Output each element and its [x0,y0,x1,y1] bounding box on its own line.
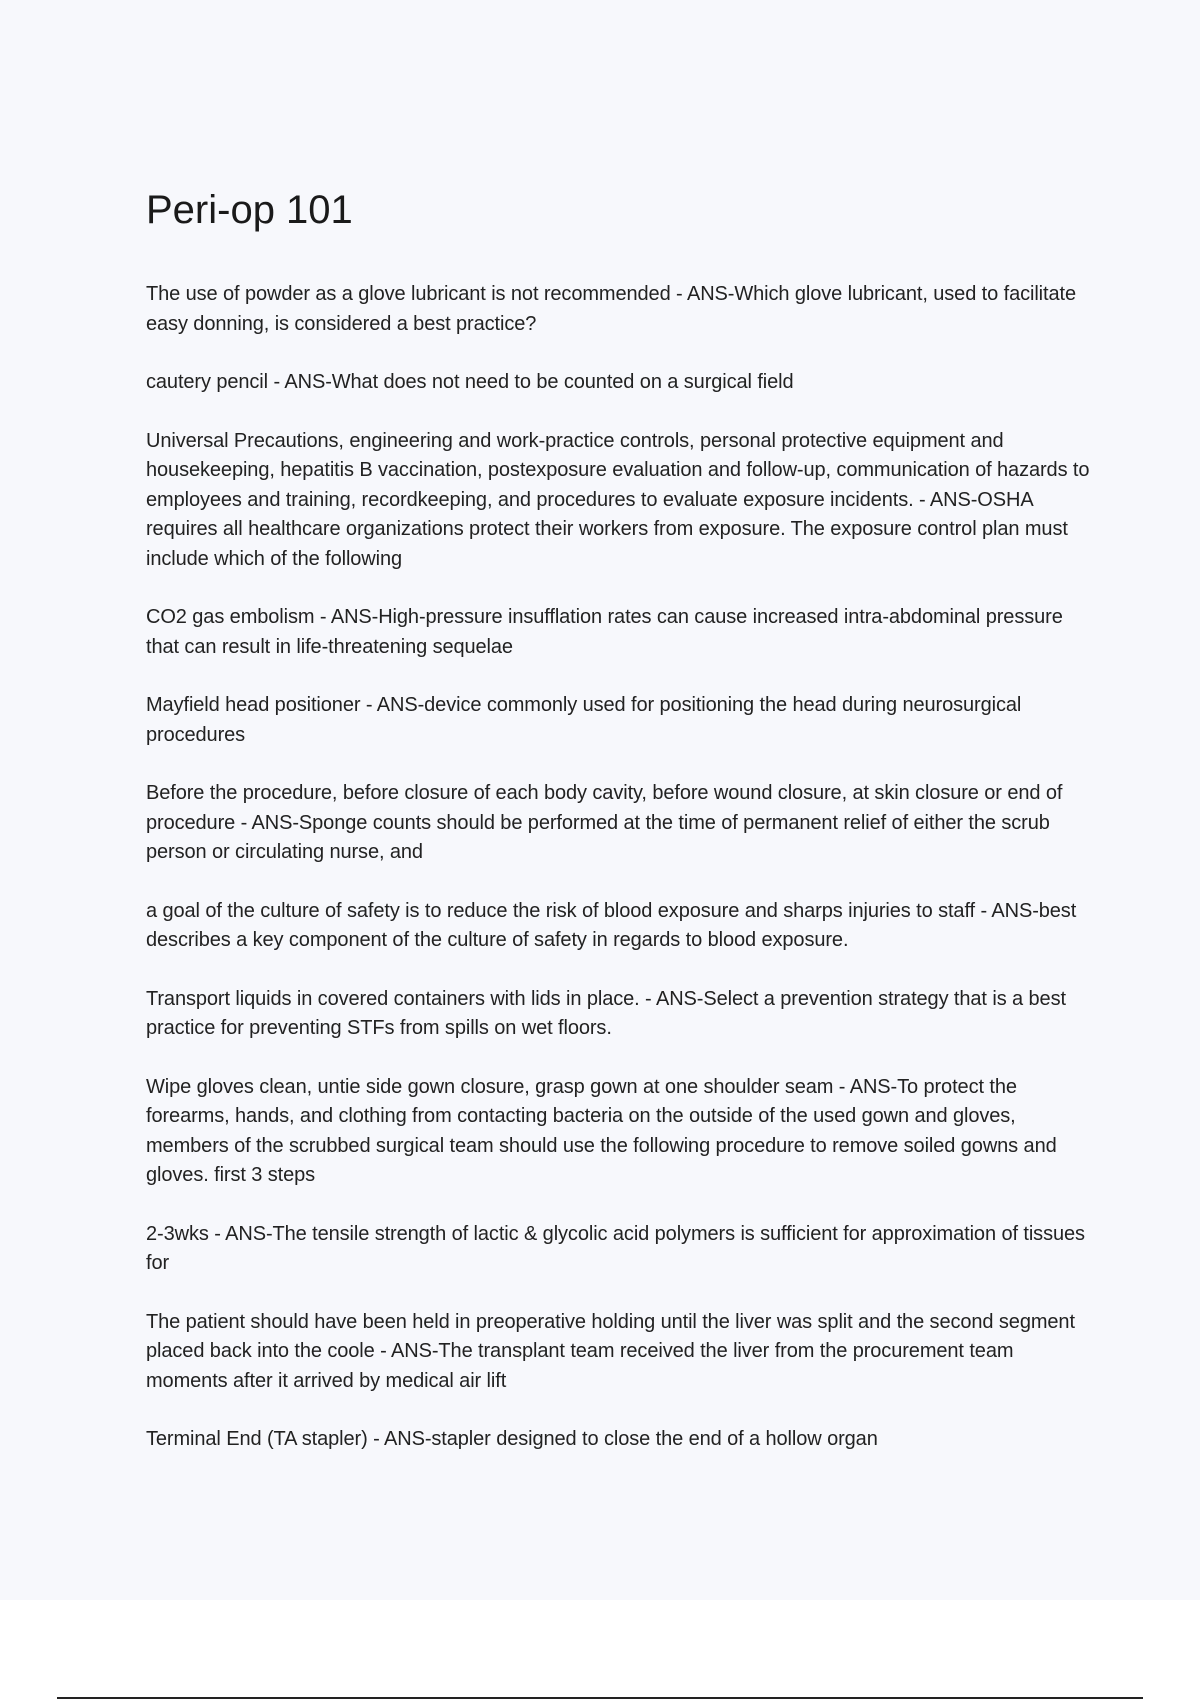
qa-entry-12: Terminal End (TA stapler) - ANS-stapler designed to close the end of a hollow organ [146,1428,878,1450]
qa-entry-1: The use of powder as a glove lubricant is not recommended - ANS-Which glove lubricant, used to facilitate easy donning, is considered a best practice? [146,283,1076,335]
qa-entry-6: Before the procedure, before closure of each body cavity, before wound closure, at skin closure or end of procedure - ANS-Sponge counts should be performed at the time of permanent relief of either the scrub person or circulating nurse, and [146,782,1063,863]
qa-entry-11: The patient should have been held in preoperative holding until the liver was split and the second segment placed back into the coole - ANS-The transplant team received the liver from the procurement team moments after it arrived by medical air lift [146,1310,1075,1392]
qa-entry-5: Mayfield head positioner - ANS-device commonly used for positioning the head during neurosurgical procedures [146,694,1022,746]
qa-entry-7: a goal of the culture of safety is to reduce the risk of blood exposure and sharps injuries to staff - ANS-best describes a key component of the culture of safety in regards to blood exposure. [146,899,1077,951]
qa-entry-9: Wipe gloves clean, untie side gown closure, grasp gown at one shoulder seam - ANS-To protect the forearms, hands, and clothing from contacting bacteria on the outside of the used gown and gloves, members of the scrubbed surgical team should use the following procedure to remove soiled gowns and gloves. first 3 steps [146,1075,1057,1186]
qa-list [146,280,1098,1484]
bottom-divider [57,1697,1143,1699]
qa-entry-4: CO2 gas embolism - ANS-High-pressure insufflation rates can cause increased intra-abdominal pressure that can result in life-threatening sequelae [146,606,1063,658]
qa-entry-3: Universal Precautions, engineering and work-practice controls, personal protective equipment and housekeeping, hepatitis B vaccination, postexposure evaluation and follow-up, communication of hazards to employees and training, recordkeeping, and procedures to evaluate exposure incidents. - ANS-OSHA requires all healthcare organizations protect their workers from exposure. The exposure control plan must include which of the following [146,429,1090,570]
qa-entry-10: 2-3wks - ANS-The tensile strength of lactic & glycolic acid polymers is sufficient for approximation of tissues for [146,1222,1085,1274]
qa-entry-8: Transport liquids in covered containers with lids in place. - ANS-Select a prevention strategy that is a best practice for preventing STFs from spills on wet floors. [146,987,1066,1039]
document-title: Peri-op 101 [146,188,353,232]
qa-entry-2: cautery pencil - ANS-What does not need to be counted on a surgical field [146,371,794,393]
